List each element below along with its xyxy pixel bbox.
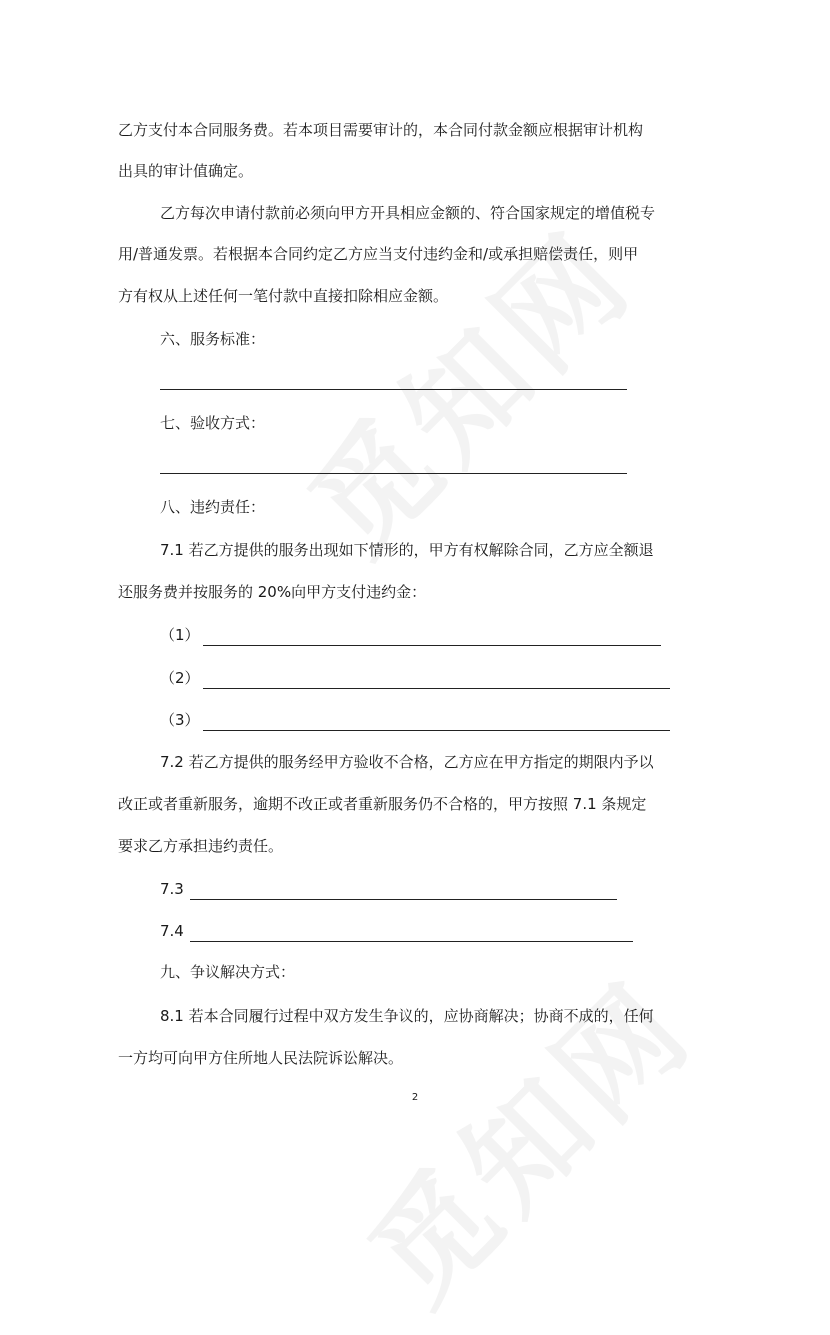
clause-7-1-cont: 还服务费并按服务的 20%向甲方支付违约金： <box>118 583 427 601</box>
watermark-bottom <box>326 937 723 1334</box>
clause-8-1-cont: 一方均可向甲方住所地人民法院诉讼解决。 <box>118 1049 404 1067</box>
blank-line <box>203 645 661 646</box>
paragraph-text: 用/普通发票。若根据本合同约定乙方应当支付违约金和/或承担赔偿责任，则甲 <box>118 245 639 263</box>
clause-7-1: 7.1 若乙方提供的服务出现如下情形的，甲方有权解除合同，乙方应全额退 <box>160 541 654 559</box>
list-item-label: （2） <box>160 669 200 687</box>
clause-7-4: 7.4 <box>160 922 184 940</box>
clause-7-2: 7.2 若乙方提供的服务经甲方验收不合格，乙方应在甲方指定的期限内予以 <box>160 753 654 771</box>
blank-line <box>190 899 617 900</box>
blank-line <box>160 473 627 474</box>
list-item-label: （3） <box>160 711 200 729</box>
blank-line <box>190 941 633 942</box>
clause-7-2-cont: 要求乙方承担违约责任。 <box>118 837 284 855</box>
list-item-label: （1） <box>160 626 200 644</box>
blank-line <box>203 688 670 689</box>
clause-8-1: 8.1 若本合同履行过程中双方发生争议的，应协商解决；协商不成的，任何 <box>160 1007 654 1025</box>
blank-line <box>160 389 627 390</box>
paragraph-text: 乙方支付本合同服务费。若本项目需要审计的，本合同付款金额应根据审计机构 <box>118 121 644 139</box>
section-heading-8: 八、违约责任： <box>160 498 266 516</box>
section-heading-7: 七、验收方式： <box>160 414 266 432</box>
clause-7-3: 7.3 <box>160 880 184 898</box>
section-heading-6: 六、服务标准： <box>160 330 266 348</box>
paragraph-text: 方有权从上述任何一笔付款中直接扣除相应金额。 <box>118 287 449 305</box>
paragraph-text: 乙方每次申请付款前必须向甲方开具相应金额的、符合国家规定的增值税专 <box>160 204 656 222</box>
clause-7-2-cont: 改正或者重新服务，逾期不改正或者重新服务仍不合格的，甲方按照 7.1 条规定 <box>118 795 647 813</box>
blank-line <box>203 730 670 731</box>
page-number: 2 <box>411 1092 419 1103</box>
paragraph-text: 出具的审计值确定。 <box>118 162 254 180</box>
section-heading-9: 九、争议解决方式： <box>160 963 296 981</box>
